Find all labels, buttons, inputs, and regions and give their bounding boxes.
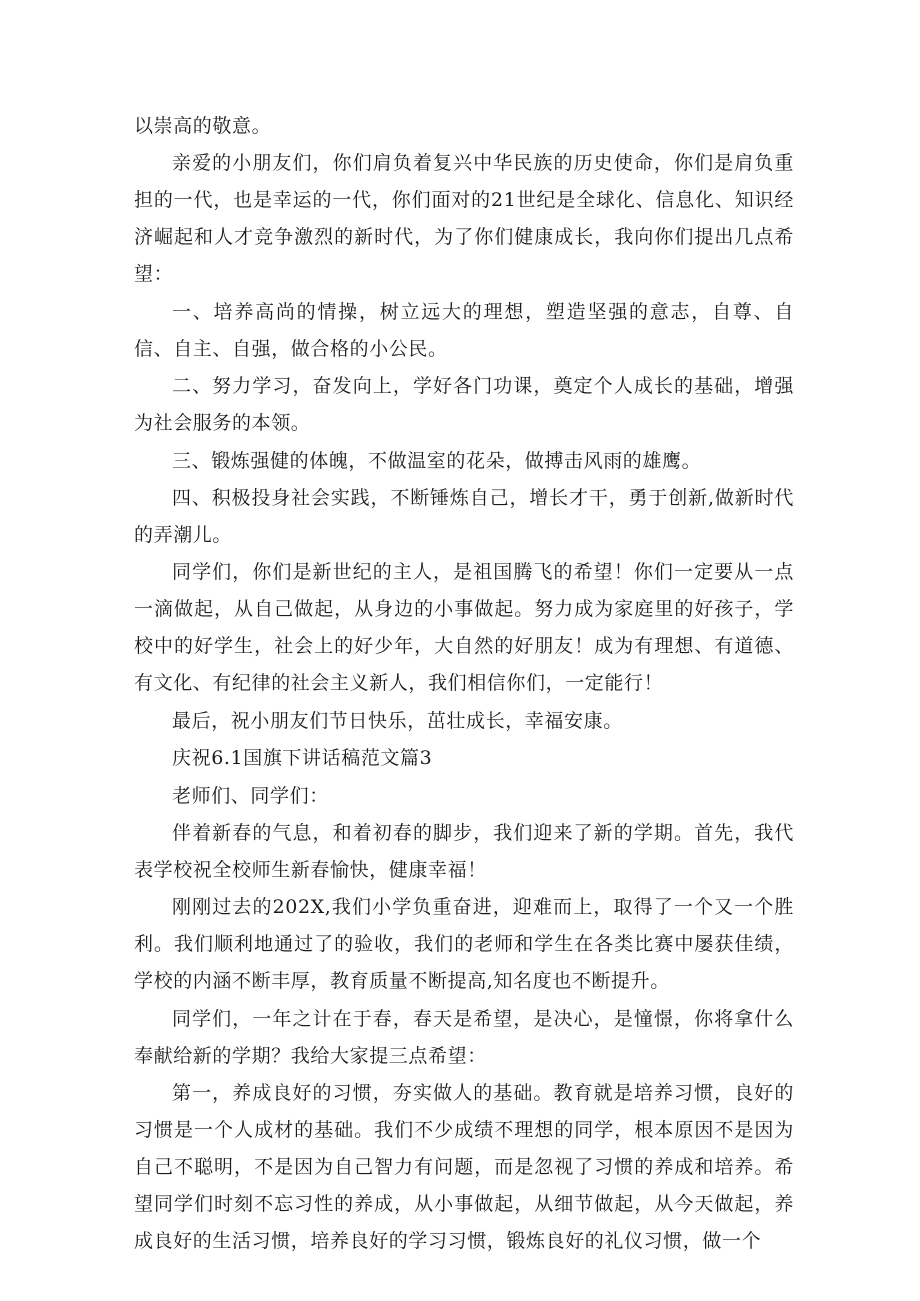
paragraph: 第一，养成良好的习惯，夯实做人的基础。教育就是培养习惯，良好的习惯是一个人成材的基础。我们不少成绩不理想的同学，根本原因不是因为自己不聪明，不是因为自己智力有问题，而是忽视了习惯的养成和培养。希望同学们时刻不忘习性的养成，从小事做起，从细节做起，从今天做起，养成良好的生活习惯，培养良好的学习习惯，锻炼良好的礼仪习惯，做一个 xyxy=(134,1082,794,1253)
paragraph: 最后，祝小朋友们节日快乐，茁壮成长，幸福安康。 xyxy=(172,709,623,732)
paragraph: 亲爱的小朋友们，你们肩负着复兴中华民族的历史使命，你们是肩负重担的一代，也是幸运的一代，你们面对的21世纪是全球化、信息化、知识经济崛起和人才竞争激烈的新时代，为了你们健康成长，我向你们提出几点希望： xyxy=(134,152,794,286)
paragraph: 以崇高的敬意。 xyxy=(134,115,272,137)
paragraph: 伴着新春的气息，和着初春的脚步，我们迎来了新的学期。首先，我代表学校祝全校师生新春愉快，健康幸福！ xyxy=(134,821,794,881)
paragraph: 刚刚过去的202X,我们小学负重奋进，迎难而上，取得了一个又一个胜利。我们顺利地通过了的验收，我们的老师和学生在各类比赛中屡获佳绩，学校的内涵不断丰厚，教育质量不断提高,知名度也不断提升。 xyxy=(134,896,794,993)
paragraph: 同学们，你们是新世纪的主人，是祖国腾飞的希望！你们一定要从一点一滴做起，从自己做起，从身边的小事做起。努力成为家庭里的好孩子，学校中的好学生，社会上的好少年，大自然的好朋友！成为有理想、有道德、有文化、有纪律的社会主义新人，我们相信你们，一定能行！ xyxy=(134,561,794,695)
document-body xyxy=(134,108,794,1260)
salutation: 老师们、同学们： xyxy=(172,784,329,807)
paragraph: 同学们，一年之计在于春，春天是希望，是决心，是憧憬，你将拿什么奉献给新的学期？我给大家提三点希望： xyxy=(134,1007,794,1067)
paragraph: 二、努力学习，奋发向上，学好各门功课，奠定个人成长的基础，增强为社会服务的本领。 xyxy=(134,375,794,435)
section-heading: 庆祝6.1国旗下讲话稿范文篇3 xyxy=(172,747,433,770)
paragraph: 一、培养高尚的情操，树立远大的理想，塑造坚强的意志，自尊、自信、自主、自强，做合格的小公民。 xyxy=(134,300,794,360)
paragraph: 四、积极投身社会实践，不断锤炼自己，增长才干，勇于创新,做新时代的弄潮儿。 xyxy=(134,486,794,546)
paragraph: 三、锻炼强健的体魄，不做温室的花朵，做搏击风雨的雄鹰。 xyxy=(172,449,702,472)
